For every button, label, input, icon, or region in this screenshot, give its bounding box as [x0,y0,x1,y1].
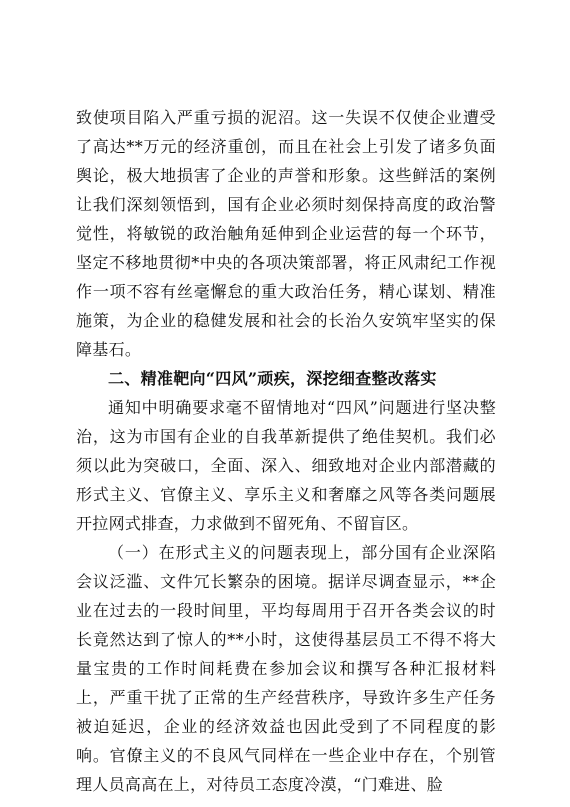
paragraph-formalism-issues: （一）在形式主义的问题表现上，部分国有企业深陷会议泛滥、文件冗长繁杂的困境。据详尽调查显示，**企业在过去的一段时间里，平均每周用于召开各类会议的时长竟然达到了惊人的**小时，这使得基层员工不得不将大量宝贵的工作时间耗费在参加会议和撰写各种汇报材料上，严重干扰了正常的生产经营秩序，导致许多生产任务被迫延迟，企业的经济效益也因此受到了不同程度的影响。官僚主义的不良风气同样在一些企业中存在，个别管理人员高高在上，对待员工态度冷漠，“门难进、脸 [76,543,496,794]
section-heading-four-winds: 二、精准靶向“四风”顽疾，深挖细查整改落实 [108,369,437,388]
paragraph-political-alertness: 致使项目陷入严重亏损的泥沼。这一失误不仅使企业遭受了高达**万元的经济重创，而且在社会上引发了诸多负面舆论，极大地损害了企业的声誉和形象。这些鲜活的案例让我们深刻领悟到，国有企业必须时刻保持高度的政治警觉性，将敏锐的政治触角延伸到企业运营的每一个环节，坚定不移地贯彻*中央的各项决策部署，将正风肃纪工作视作一项不容有丝毫懈怠的重大政治任务，精心谋划、精准施策，为企业的稳健发展和社会的长治久安筑牢坚实的保障基石。 [76,108,496,359]
paragraph-rectification-requirement: 通知中明确要求毫不留情地对“四风”问题进行坚决整治，这为市国有企业的自我革新提供了绝佳契机。我们必须以此为突破口，全面、深入、细致地对企业内部潜藏的形式主义、官僚主义、享乐主义和奢靡之风等各类问题展开拉网式排查，力求做到不留死角、不留盲区。 [76,398,496,533]
document-body [76,103,496,799]
